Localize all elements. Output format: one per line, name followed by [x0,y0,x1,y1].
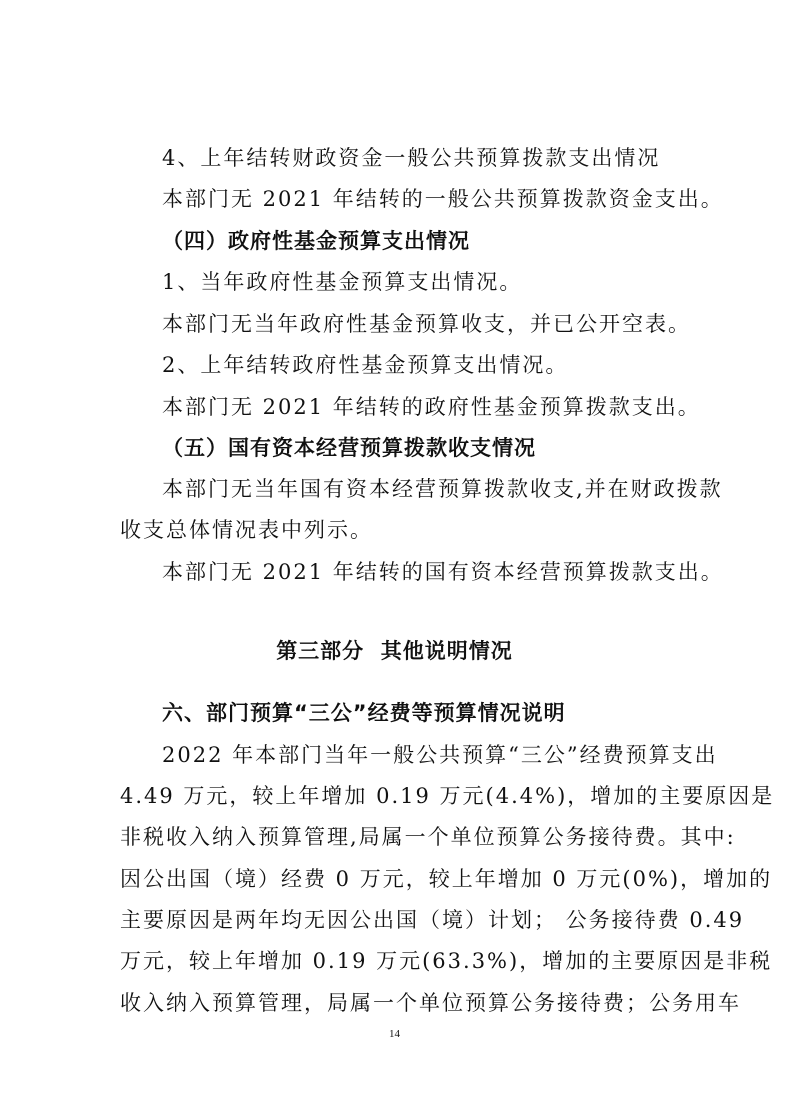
page-number: 14 [389,1028,400,1040]
body-line-1: 2022 年本部门当年一般公共预算“三公”经费预算支出 [162,743,718,767]
body-line-7: 收入纳入预算管理，局属一个单位预算公务接待费；公务用车 [120,991,741,1015]
state-capital-para1-line2: 收支总体情况表中列示。 [120,518,373,542]
gov-fund-item2-text: 本部门无 2021 年结转的政府性基金预算拨款支出。 [162,395,701,419]
item4-text: 本部门无 2021 年结转的一般公共预算拨款资金支出。 [162,187,724,211]
item4-heading: 4、上年结转财政资金一般公共预算拨款支出情况 [162,146,661,170]
state-capital-heading: （五）国有资本经营预算拨款收支情况 [162,436,536,460]
body-line-4: 因公出国（境）经费 0 万元，较上年增加 0 万元(0%)，增加的 [120,867,773,891]
gov-fund-item1-heading: 1、当年政府性基金预算支出情况。 [162,270,523,294]
body-line-6: 万元，较上年增加 0.19 万元(63.3%)，增加的主要原因是非税 [120,949,773,973]
state-capital-para1-line1: 本部门无当年国有资本经营预算拨款收支,并在财政拨款 [162,477,723,501]
gov-fund-item1-text: 本部门无当年政府性基金预算收支，并已公开空表。 [162,312,691,336]
body-line-2: 4.49 万元，较上年增加 0.19 万元(4.4%)，增加的主要原因是 [120,784,775,808]
gov-fund-item2-heading: 2、上年结转政府性基金预算支出情况。 [162,353,569,377]
section-six-heading: 六、部门预算“三公”经费等预算情况说明 [162,701,566,725]
part-three-title: 第三部分 其他说明情况 [276,639,513,663]
body-line-5: 主要原因是两年均无因公出国（境）计划； 公务接待费 0.49 [120,908,745,932]
body-line-3: 非税收入纳入预算管理,局属一个单位预算公务接待费。其中: [120,825,736,849]
state-capital-para2: 本部门无 2021 年结转的国有资本经营预算拨款支出。 [162,560,724,584]
gov-fund-heading: （四）政府性基金预算支出情况 [162,229,470,253]
